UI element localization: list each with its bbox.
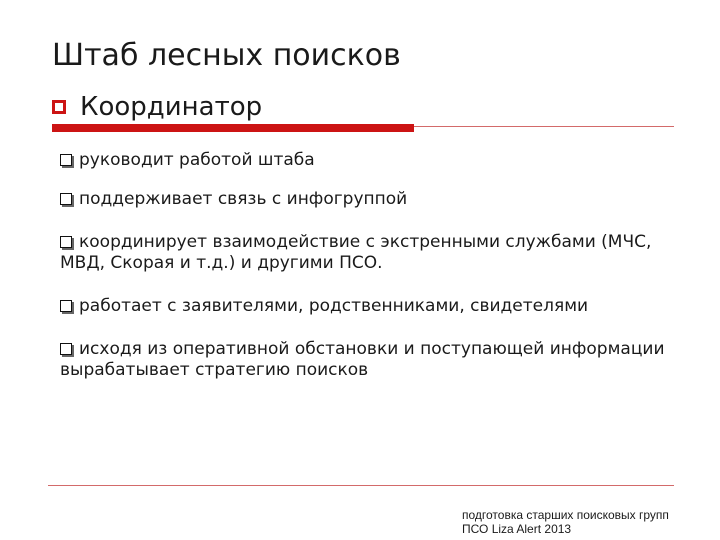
list-item xyxy=(60,150,680,171)
list-item xyxy=(60,232,680,274)
bullet-list xyxy=(60,150,680,403)
list-item-text: исходя из оперативной обстановки и поступающей информации вырабатывает стратегию поисков xyxy=(60,339,665,380)
top-thin-divider xyxy=(414,126,674,127)
list-item xyxy=(60,296,680,317)
footer xyxy=(462,508,712,536)
footer-line-2: ПСО Liza Alert 2013 xyxy=(462,522,572,536)
hollow-square-icon xyxy=(52,100,66,114)
checkbox-bullet-icon xyxy=(60,300,72,312)
checkbox-bullet-icon xyxy=(60,193,72,205)
subtitle-row xyxy=(52,90,262,124)
list-item-text: координирует взаимодействие с экстренными службами (МЧС, МВД, Скорая и т.д.) и другими ПСО. xyxy=(60,232,652,273)
top-thick-divider xyxy=(52,124,414,132)
slide-subtitle: Координатор xyxy=(80,92,263,122)
bottom-divider xyxy=(48,485,674,486)
checkbox-bullet-icon xyxy=(60,236,72,248)
checkbox-bullet-icon xyxy=(60,154,72,166)
list-item xyxy=(60,339,680,381)
checkbox-bullet-icon xyxy=(60,343,72,355)
list-item-text: поддерживает связь с инфогруппой xyxy=(79,189,408,209)
list-item xyxy=(60,189,680,210)
slide-title: Штаб лесных поисков xyxy=(52,38,401,73)
list-item-text: работает с заявителями, родственниками, свидетелями xyxy=(79,296,589,316)
footer-line-1: подготовка старших поисковых групп xyxy=(462,508,669,522)
list-item-text: руководит работой штаба xyxy=(79,150,315,170)
